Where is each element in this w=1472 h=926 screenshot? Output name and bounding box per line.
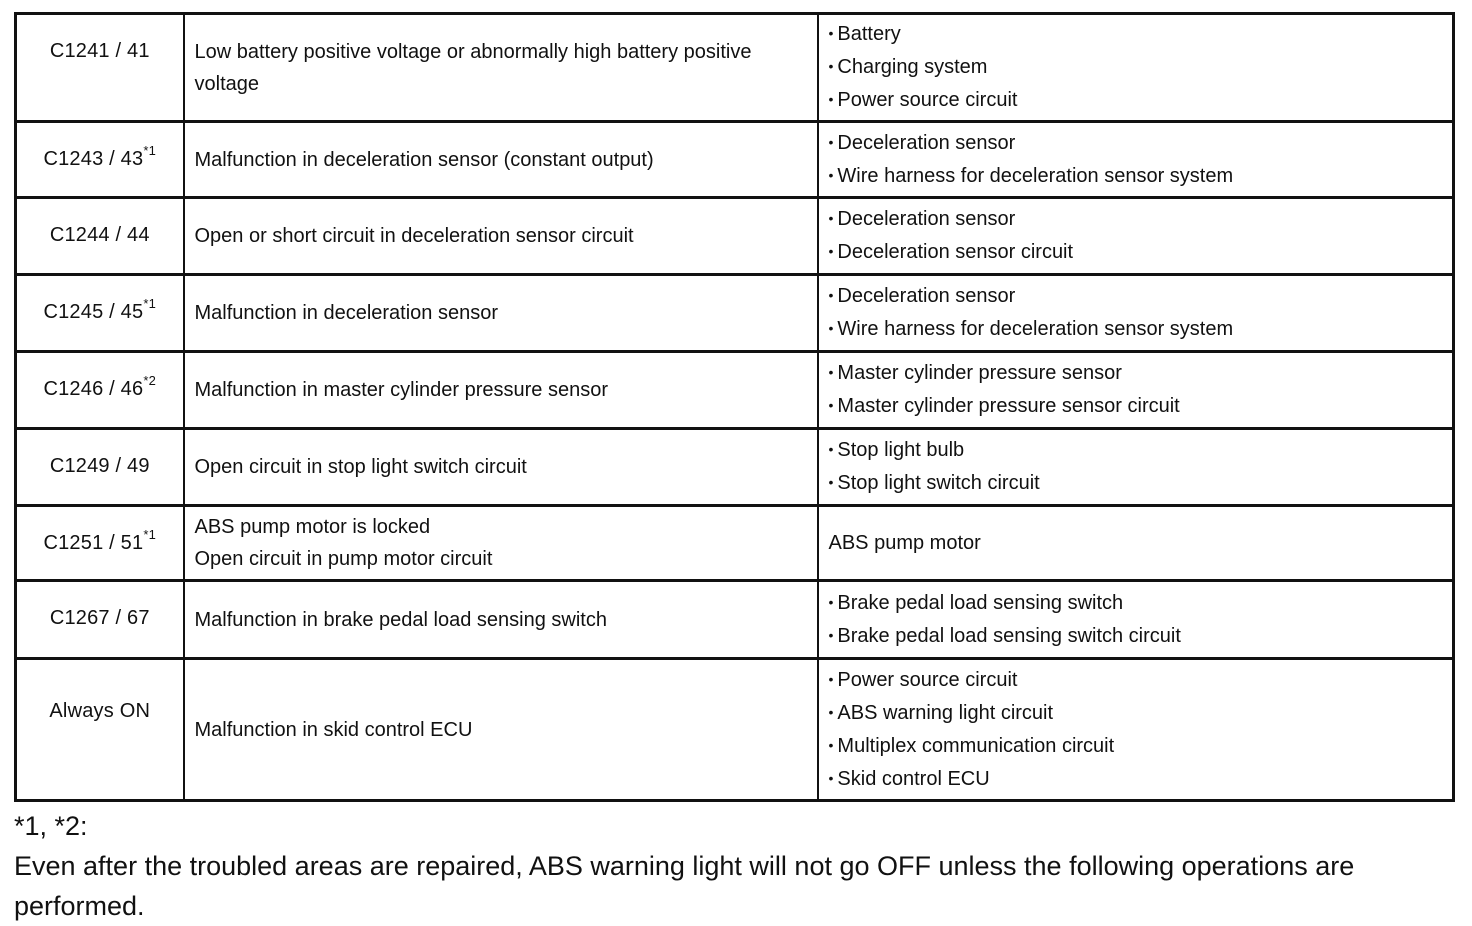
trouble-area-item: • Deceleration sensor [829, 127, 1453, 160]
trouble-area-cell [818, 659, 1454, 801]
trouble-area-item: • Stop light bulb [829, 434, 1453, 467]
detection-item-text: ABS pump motor is locked [194, 516, 431, 538]
table-row [16, 506, 1454, 581]
trouble-area-item: • Brake pedal load sensing switch [829, 587, 1453, 620]
dtc-code-cell [16, 122, 184, 198]
footnote [14, 806, 1460, 926]
trouble-area-item: • Master cylinder pressure sensor [829, 357, 1453, 390]
dtc-code-cell [16, 275, 184, 352]
dtc-code-cell [16, 581, 184, 659]
detection-item-cell [184, 659, 818, 801]
detection-item-text: Open circuit in stop light switch circuit [194, 456, 527, 478]
detection-item-cell [184, 506, 818, 581]
detection-item-text: Malfunction in deceleration sensor [194, 302, 499, 324]
dtc-code: C1241 / 41 [49, 40, 150, 62]
detection-item-cell [184, 275, 818, 352]
dtc-code: C1246 / 46 [43, 378, 144, 400]
detection-item-cell [184, 581, 818, 659]
trouble-area-cell [818, 275, 1454, 352]
trouble-area-cell [818, 14, 1454, 122]
trouble-area-cell [818, 506, 1454, 581]
trouble-area-cell [818, 352, 1454, 429]
detection-item-cell [184, 14, 818, 122]
trouble-area-item: • Master cylinder pressure sensor circuit [829, 390, 1453, 423]
dtc-code-cell [16, 352, 184, 429]
dtc-code-cell [16, 659, 184, 801]
detection-item-cell [184, 122, 818, 198]
trouble-area-cell [818, 122, 1454, 198]
table-row [16, 581, 1454, 659]
table-row [16, 429, 1454, 506]
footnote-ref: *2 [143, 373, 157, 389]
table-row [16, 352, 1454, 429]
trouble-area-item: • Skid control ECU [829, 763, 1453, 796]
table-row [16, 659, 1454, 801]
trouble-area-item: • Brake pedal load sensing switch circuit [829, 620, 1453, 653]
dtc-code-cell [16, 14, 184, 122]
table-row [16, 275, 1454, 352]
dtc-table [14, 12, 1455, 802]
table-row [16, 14, 1454, 122]
dtc-code-cell [16, 198, 184, 275]
detection-item-text: Malfunction in deceleration sensor (constant output) [194, 148, 654, 171]
footnote-ref: *1 [143, 296, 157, 312]
trouble-area-text: ABS pump motor [828, 532, 981, 554]
trouble-area-cell [818, 581, 1454, 659]
detection-item-text: Open or short circuit in deceleration sensor circuit [194, 225, 634, 247]
dtc-code-cell [16, 506, 184, 581]
trouble-area-item: • Power source circuit [829, 664, 1453, 697]
dtc-code: C1245 / 45 [43, 301, 144, 323]
trouble-area-cell [818, 429, 1454, 506]
dtc-code: C1243 / 43 [43, 148, 144, 170]
dtc-code: C1244 / 44 [49, 224, 150, 246]
footnote-text: Even after the troubled areas are repaired, ABS warning light will not go OFF unless the following operations are performed. [14, 851, 1355, 921]
dtc-code: C1267 / 67 [49, 607, 150, 629]
trouble-area-item: • Deceleration sensor [829, 203, 1453, 236]
detection-item-cell [184, 429, 818, 506]
trouble-area-item: • Wire harness for deceleration sensor system [829, 313, 1453, 346]
trouble-area-item: • Multiplex communication circuit [829, 730, 1453, 763]
detection-item-text: Malfunction in brake pedal load sensing switch [194, 608, 607, 631]
detection-item-cell [184, 198, 818, 275]
detection-item-cell [184, 352, 818, 429]
trouble-area-item: • Wire harness for deceleration sensor system [829, 160, 1453, 193]
dtc-code: Always ON [49, 699, 151, 722]
dtc-code: C1251 / 51 [43, 532, 144, 554]
trouble-area-item: • Stop light switch circuit [829, 467, 1453, 500]
dtc-code: C1249 / 49 [49, 455, 150, 477]
footnote-ref: *1 [143, 527, 157, 543]
trouble-area-item: • Battery [829, 18, 1453, 51]
table-row [16, 122, 1454, 198]
detection-item-text: Malfunction in master cylinder pressure sensor [194, 379, 609, 401]
trouble-area-item: • Charging system [829, 51, 1453, 84]
trouble-area-item: • Deceleration sensor [829, 280, 1453, 313]
dtc-code-cell [16, 429, 184, 506]
trouble-area-item: • ABS warning light circuit [829, 697, 1453, 730]
trouble-area-item: • Power source circuit [829, 84, 1453, 117]
footnote-label: *1, *2: [14, 811, 88, 841]
footnote-ref: *1 [143, 143, 157, 159]
detection-item-text: Malfunction in skid control ECU [194, 718, 473, 741]
table-row [16, 198, 1454, 275]
dtc-table-body [16, 14, 1454, 801]
detection-item-text: Open circuit in pump motor circuit [194, 548, 493, 570]
trouble-area-cell [818, 198, 1454, 275]
detection-item-text: Low battery positive voltage or abnormally high battery positive voltage [194, 40, 752, 95]
trouble-area-item: • Deceleration sensor circuit [829, 236, 1453, 269]
